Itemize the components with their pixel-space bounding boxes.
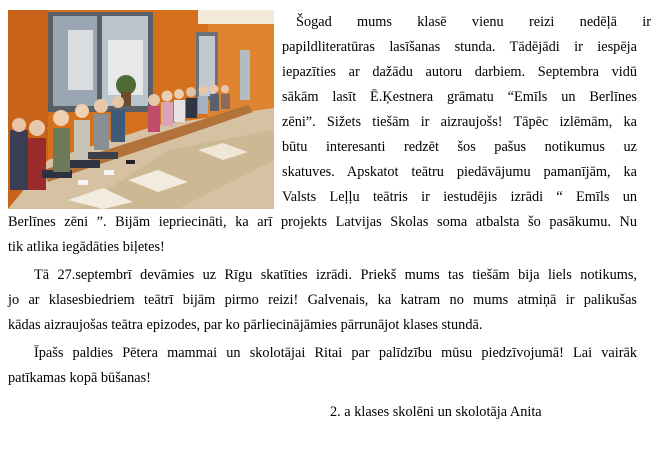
text-line-12: jo ar klasesbiedriem teātrī bijām pirmo reizi! Galvenais, ka katram no mums atmiņā ir palikušas [8,292,637,308]
text-line-3: iepazīties ar dažādu autoru darbiem. Septembra vidū [282,64,637,80]
text-line-15: patīkamas kopā būšanas! [8,370,151,386]
text-line-14: Īpašs paldies Pētera mammai un skolotājai Ritai par palīdzību mūsu piedzīvojumā! Lai vairāk [34,345,637,361]
text-line-5: zēni”. Sižets tiešām ir aizraujošs! Tāpēc izlēmām, ka [282,114,637,130]
class-photo [8,10,274,209]
text-line-1: Šogad mums klasē vienu reizi nedēļā ir [296,14,651,30]
text-line-11: Tā 27.septembrī devāmies uz Rīgu skatīties izrādi. Priekš mums tas tiešām bija liels notikums, [34,267,637,283]
text-line-13: kādas aizraujošas teātra epizodes, par ko pārliecinājāmies pārrunājot klases stundā. [8,317,483,333]
text-line-10: tik atlika iegādāties biļetes! [8,239,165,255]
signature: 2. a klases skolēni un skolotāja Anita [330,404,542,420]
text-line-2: papildliteratūras lasīšanas stunda. Tādējādi ir iespēja [282,39,637,55]
text-line-9: Berlīnes zēni ”. Bijām iepriecināti, ka arī projekts Latvijas Skolas soma atbalsta šo pasākumu. Nu [8,214,637,230]
text-line-4: sākām lasīt Ē.Ķestnera grāmatu “Emīls un Berlīnes [282,89,637,105]
text-line-7: skatuves. Apskatot teātru piedāvājumu pamanījām, ka [282,164,637,180]
text-line-8: Valsts Leļļu teātris ir iestudējis izrādi “ Emīls un [282,189,637,205]
class-photo-illustration [8,10,274,209]
text-line-6: būtu interesanti redzēt šos pašus notikumus uz [282,139,637,155]
